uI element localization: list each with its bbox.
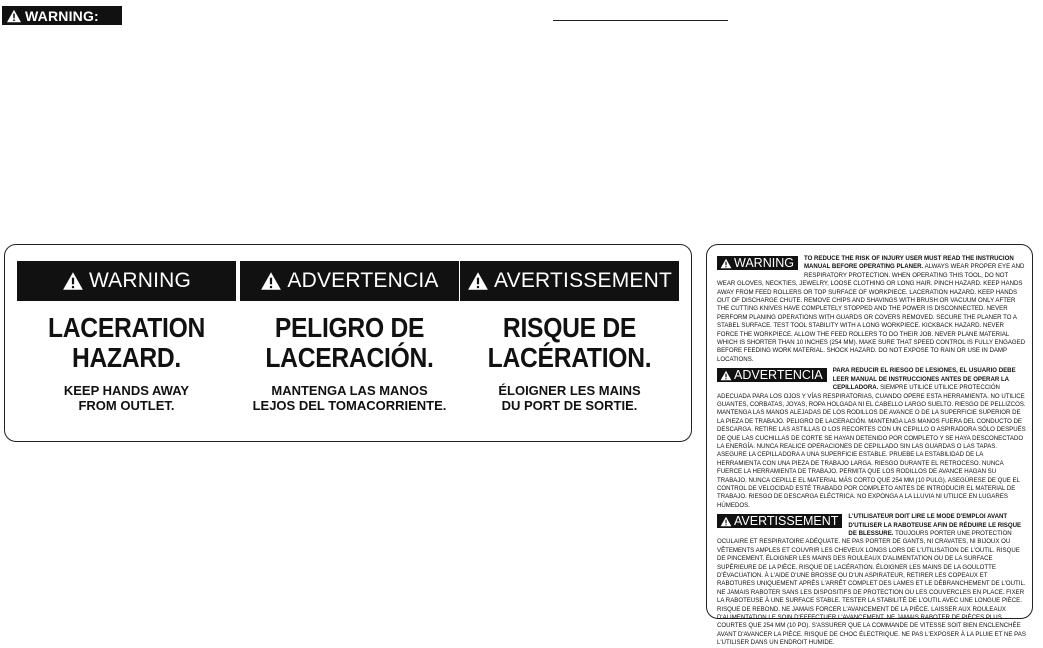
warning-triangle-icon [260, 271, 282, 291]
safety-section-english [717, 255, 1026, 364]
laceration-hazard-label [4, 244, 692, 442]
label-header-bar [460, 261, 679, 301]
hazard-title-line: PELIGRO DE [274, 312, 425, 343]
top-warning-badge [2, 6, 122, 25]
safety-section-french [717, 513, 1026, 648]
section-body-text: SIEMPRE UTILICE UTILICE PROTECCIÓN ADECUADA PARA LOS OJOS Y VÍAS RESPIRATORIAS, CUANDO OPERE ESTA HERRAMIENTA. NO UTILICE GUANTES, CORBATAS, JOYAS, ROPA HOLGADA NI EL CABELLO LARGO SUELTO. RIESGO DE PELLIZCOS. MANTENGA LAS MANOS ALEJADAS DE LOS RODILLOS DE AVANCE O DE LA SUPERFICIE SUPERIOR DE LA PIEZA DE TRABAJO. PELIGRO DE LACERACIÓN. MANTENGA LAS MANOS FUERA DEL CONDUCTO DE DESCARGA. RETIRE LAS ASTILLAS O LOS RECORTES CON UN CEPILLO O ASPIRADORA SÓLO DESPUÉS DE QUE LAS CUCHILLAS DE CORTE SE HAYAN DETENIDO POR COMPLETO Y SE HAYA DESCONECTADO LA ENERGÍA. NUNCA REALICE OPERACIONES DE CEPILLADO SIN LAS GUARDAS O LAS TAPAS. ASEGURE LA CEPILLADORA A UNA SUPERFICIE ESTABLE. PRUEBE LA ESTABILIDAD DE LA HERRAMIENTA CON UNA PIEZA DE TRABAJO LARGA. RIESGO DURANTE EL RETROCESO. NUNCA FUERCE LA HERRAMIENTA DE TRABAJO. PERMITA QUE LOS RODILLOS DE AVANCE HAGAN SU TRABAJO. NUNCA CEPILLE EL MATERIAL MÁS CORTO QUE 254 MM (10 PULG). ASEGÚRESE DE QUE EL CONTROL DE VELOCIDAD ESTÉ TRABADO POR COMPLETO ANTES DE INTRODUCIR EL MATERIAL DE TRABAJO. RIESGO DE DESCARGA ELÉCTRICA. NO EXPONGA A LA LLUVIA NI UTILICE EN LUGARES HÚMEDOS. [717, 384, 1026, 509]
hazard-instruction [240, 383, 459, 413]
label-header-text: WARNING [88, 269, 192, 292]
signature-line [553, 20, 728, 21]
hazard-title-line: LACERACIÓN. [265, 342, 434, 373]
hazard-instruction-line: DU PORT DE SORTIE. [501, 398, 638, 413]
label-header-bar [17, 261, 236, 301]
section-lead-text: TO REDUCE THE RISK OF INJURY USER MUST READ THE INSTRUCION MANUAL BEFORE OPERATING PLANER. [803, 255, 1014, 271]
section-header-badge [717, 256, 798, 270]
section-header-badge [717, 368, 827, 382]
section-lead-text: L'UTILISATEUR DOIT LIRE LE MODE D'EMPLOI AVANT D'UTILISER LA RABOTEUSE AFIN DE RÉDUIRE LE RISQUE DE BLESSURE. [848, 513, 1022, 537]
label-column-spanish [240, 261, 459, 431]
hazard-instruction-line: FROM OUTLET. [78, 398, 175, 413]
section-body-text: TOUJOURS PORTER UNE PROTECTION OCULAIRE ET RESPIRATOIRE ADÉQUATE. NE PAS PORTER DE GANTS, NI CRAVATES, NI BIJOUX OU VÊTEMENTS AMPLES ET COUVRIR LES CHEVEUX LONGS LORS DE L'UTILISATION DE L'OUTIL. RISQUE DE PINCEMENT. ÉLOIGNER LES MAINS DES ROULEAUX D'ALIMENTATION OU DE LA SURFACE SUPÉRIEURE DE LA PIÈCE. RISQUE DE LACÉRATION. ÉLOIGNER LES MAINS DE LA GOULOTTE D'ÉVACUATION. À L'AIDE D'UNE BROSSE OU D'UN ASPIRATEUR, RETIRER LES COPEAUX ET RABOTURES UNIQUEMENT APRÈS L'ARRÊT COMPLET DES LAMES ET LE DÉBRANCHEMENT DE L'OUTIL. NE JAMAIS RABOTER SANS LES DISPOSITIFS DE PROTECTION OU LES COUVERCLES EN PLACE. FIXER LA RABOTEUSE À UNE SURFACE STABLE. TESTER LA STABILITÉ DE L'OUTIL AVEC UNE LONGUE PIÈCE. RISQUE DE REBOND. NE JAMAIS FORCER L'AVANCEMENT DE LA PIÈCE. LAISSER AUX ROULEAUX D'ALIMENTATION LE SOIN D'EFFECTUER L'AVANCEMENT. NE JAMAIS RABOTER DE PIÈCES PLUS COURTES QUE 254 MM (10 PO). S'ASSURER QUE LA COMMANDE DE VITESSE SOIT BIEN ENCLENCHÉE AVANT D'AVANCER LA PIÈCE. RISQUE DE CHOC ÉLECTRIQUE. NE PAS L'EXPOSER À LA PLUIE ET NE PAS L'UTILISER DANS UN ENDROIT HUMIDE. [717, 530, 1026, 647]
warning-triangle-icon [62, 271, 84, 291]
section-header-text: ADVERTENCIA [734, 368, 823, 383]
label-column-french [460, 261, 679, 431]
hazard-title-line: LACERATION [47, 312, 206, 343]
section-header-badge [717, 514, 842, 528]
hazard-instruction-line: KEEP HANDS AWAY [63, 383, 190, 398]
label-column-english [17, 261, 236, 431]
warning-triangle-icon [720, 258, 732, 269]
section-lead-text: PARA REDUCIR EL RIESGO DE LESIONES, EL USUARIO DEBE LEER MANUAL DE INSTRUCCIONES ANTES DE OPERAR LA CEPILLADORA. [832, 367, 1016, 392]
hazard-title-line: LACÉRATION. [487, 342, 652, 373]
hazard-instruction-line: ÉLOIGNER LES MAINS [498, 383, 641, 398]
hazard-title [473, 313, 666, 373]
planer-safety-label [706, 244, 1033, 647]
hazard-instruction-line: LEJOS DEL TOMACORRIENTE. [252, 398, 447, 413]
section-body-text: ALWAYS WEAR PROPER EYE AND RESPIRATORY PROTECTION. WHEN OPERATING THIS TOOL, DO NOT WEAR GLOVES, NECKTIES, JEWELRY, LOOSE CLOTHING OR LONG HAIR. PINCH HAZARD. KEEP HANDS AWAY FROM FEED ROLLERS OR TOP SURFACE OF WORKPIECE. LACERATION HAZARD. KEEP HANDS OUT OF DISCHARGE CHUTE. REMOVE CHIPS AND SHAVINGS WITH BRUSH OR VACUUM ONLY AFTER THE CUTTING KNIVES HAVE COMPLETELY STOPPED AND THE POWER IS DISCONNECTED. NEVER PERFORM PLANING OPERATIONS WITH GUARDS OR COVERS REMOVED. SECURE THE PLANER TO A STABEL SURFACE. TEST TOOL STABILITY WITH A LONG WORKPIECE. KICKBACK HAZARD. NEVER FORCE THE WORKPIECE. ALLOW THE FEED ROLLERS TO DO THEIR JOB. NEVER PLANE MATERIAL WHICH IS SHORTER THAN 10 INCHES (254 MM). MAKE SURE THAT SPEED CONTROL IS FULLY ENGAGED BEFORE FEEDING WORK MATERIAL. SHOCK HAZARD. DO NOT EXPOSE TO RAIN OR USE IN DAMP LOCATIONS. [717, 263, 1026, 363]
section-header-text: AVERTISSEMENT [734, 514, 839, 529]
label-header-text: AVERTISSEMENT [493, 269, 673, 292]
label-header-text: ADVERTENCIA [287, 269, 439, 292]
top-warning-label: WARNING: [25, 7, 99, 24]
section-header-text: WARNING [734, 256, 794, 270]
hazard-title [253, 313, 446, 373]
warning-triangle-icon [720, 370, 732, 381]
hazard-title-line: HAZARD. [71, 342, 182, 373]
hazard-title-line: RISQUE DE [502, 312, 637, 343]
hazard-instruction [460, 383, 679, 413]
warning-triangle-icon [467, 271, 489, 291]
hazard-instruction [17, 383, 236, 413]
safety-section-spanish [717, 367, 1026, 510]
hazard-instruction-line: MANTENGA LAS MANOS [271, 383, 428, 398]
warning-triangle-icon [6, 9, 22, 23]
warning-triangle-icon [720, 516, 732, 527]
hazard-title [30, 313, 223, 373]
label-header-bar [240, 261, 459, 301]
